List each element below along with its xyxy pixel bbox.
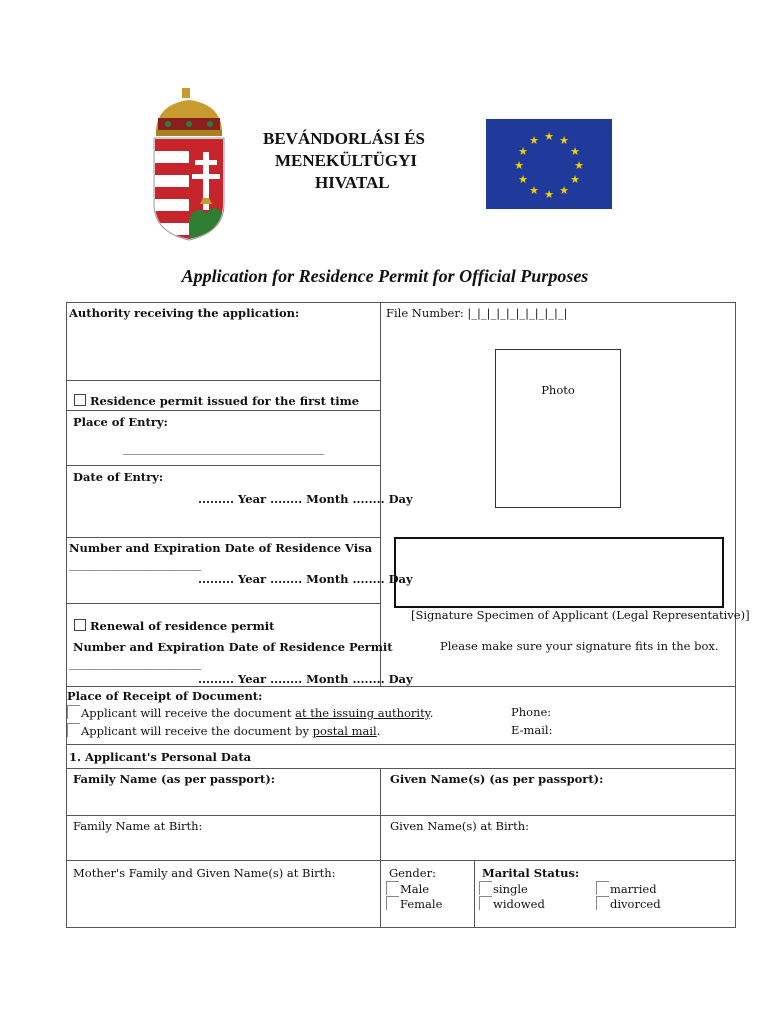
family-name-birth-label: Family Name at Birth: — [73, 819, 203, 833]
svg-text:★: ★ — [570, 145, 580, 158]
eu-flag-icon — [486, 119, 612, 209]
signature-box[interactable] — [394, 537, 724, 608]
svg-text:★: ★ — [518, 173, 528, 186]
renewal-label: Renewal of residence permit — [90, 619, 275, 633]
receipt-authority-checkbox[interactable] — [67, 705, 80, 719]
receipt-option1-link: at the issuing authority — [295, 706, 430, 720]
marital-option-widowed[interactable] — [479, 896, 545, 911]
gender-option-male[interactable] — [386, 881, 429, 896]
marital-divorced-checkbox[interactable] — [596, 896, 609, 910]
receipt-label: Place of Receipt of Document: — [67, 689, 263, 703]
svg-text:★: ★ — [559, 134, 569, 147]
svg-text:★: ★ — [570, 173, 580, 186]
photo-box[interactable] — [495, 349, 621, 508]
first-time-label: Residence permit issued for the first time — [90, 394, 360, 408]
gender-female-label: Female — [400, 897, 443, 911]
marital-single-checkbox[interactable] — [479, 881, 492, 895]
given-names-label: Given Name(s) (as per passport): — [390, 772, 604, 786]
marital-single-label: single — [493, 882, 528, 896]
photo-label: Photo — [541, 383, 575, 397]
permit-label: Number and Expiration Date of Residence Permit — [73, 640, 393, 654]
marital-married-label: married — [610, 882, 657, 896]
marital-married-checkbox[interactable] — [596, 881, 609, 895]
visa-label: Number and Expiration Date of Residence Visa — [69, 541, 373, 555]
receipt-mail-checkbox[interactable] — [67, 723, 80, 737]
marital-widowed-checkbox[interactable] — [479, 896, 492, 910]
svg-text:★: ★ — [518, 145, 528, 158]
place-of-entry-label: Place of Entry: — [73, 415, 168, 429]
svg-text:★: ★ — [544, 130, 554, 143]
marital-option-divorced[interactable] — [596, 896, 661, 911]
svg-text:★: ★ — [559, 184, 569, 197]
svg-text:★: ★ — [514, 159, 524, 172]
given-names-birth-label: Given Name(s) at Birth: — [390, 819, 530, 833]
svg-text:★: ★ — [574, 159, 584, 172]
family-name-label: Family Name (as per passport): — [73, 772, 276, 786]
visa-date-pattern[interactable]: ......... Year ........ Month ........ Day — [198, 572, 413, 586]
signature-note: Please make sure your signature fits in the box. — [440, 639, 719, 653]
receipt-option2-prefix: Applicant will receive the document by — [81, 724, 313, 738]
eu-flag — [486, 119, 612, 209]
file-number-label: File Number: — [386, 306, 464, 320]
form-title: Application for Residence Permit for Official Purposes — [181, 266, 589, 286]
email-label: E-mail: — [511, 723, 553, 737]
hungarian-coat-of-arms-icon — [148, 86, 230, 242]
marital-option-single[interactable] — [479, 881, 528, 896]
svg-text:★: ★ — [529, 184, 539, 197]
receipt-option-authority[interactable] — [67, 705, 433, 720]
authority-label: Authority receiving the application: — [69, 306, 300, 320]
marital-widowed-label: widowed — [493, 897, 545, 911]
gender-option-female[interactable] — [386, 896, 442, 911]
gender-label: Gender: — [389, 866, 436, 880]
file-number — [386, 306, 568, 320]
coat-of-arms — [148, 86, 230, 242]
agency-name — [263, 128, 425, 194]
receipt-option2-link: postal mail — [312, 724, 377, 738]
visa-number-line[interactable]: _______________________ — [69, 557, 202, 571]
marital-option-married[interactable] — [596, 881, 657, 896]
first-time-checkbox[interactable] — [74, 394, 86, 406]
svg-text:★: ★ — [529, 134, 539, 147]
permit-date-pattern[interactable]: ......... Year ........ Month ........ Day — [198, 672, 413, 686]
signature-caption: [Signature Specimen of Applicant (Legal Representative)] — [411, 608, 750, 622]
date-of-entry-pattern[interactable]: ......... Year ........ Month ........ Day — [198, 492, 413, 506]
receipt-option1-suffix: . — [429, 706, 434, 720]
marital-status-label: Marital Status: — [482, 866, 580, 880]
mother-name-label: Mother's Family and Given Name(s) at Birth: — [73, 866, 336, 880]
receipt-option2-suffix: . — [376, 724, 381, 738]
receipt-option1-prefix: Applicant will receive the document — [81, 706, 296, 720]
gender-female-checkbox[interactable] — [386, 896, 399, 910]
phone-label: Phone: — [511, 705, 552, 719]
file-number-boxes[interactable]: |_|_|_|_|_|_|_|_|_|_| — [467, 306, 568, 320]
renewal-option[interactable] — [74, 619, 274, 633]
place-of-entry-line[interactable]: ___________________________________ — [123, 441, 325, 455]
agency-line-2: MENEKÜLTÜGYI — [275, 151, 418, 170]
personal-data-heading: 1. Applicant's Personal Data — [69, 750, 252, 764]
svg-text:★: ★ — [544, 188, 554, 201]
agency-line-1: BEVÁNDORLÁSI ÉS — [263, 129, 426, 148]
renewal-checkbox[interactable] — [74, 619, 86, 631]
gender-male-label: Male — [400, 882, 430, 896]
date-of-entry-label: Date of Entry: — [73, 470, 164, 484]
receipt-option-mail[interactable] — [67, 723, 380, 738]
permit-number-line[interactable]: _______________________ — [69, 656, 202, 670]
gender-male-checkbox[interactable] — [386, 881, 399, 895]
first-time-option[interactable] — [74, 394, 359, 408]
agency-line-3: HIVATAL — [315, 173, 390, 192]
authority-field[interactable] — [67, 322, 379, 379]
marital-divorced-label: divorced — [610, 897, 661, 911]
